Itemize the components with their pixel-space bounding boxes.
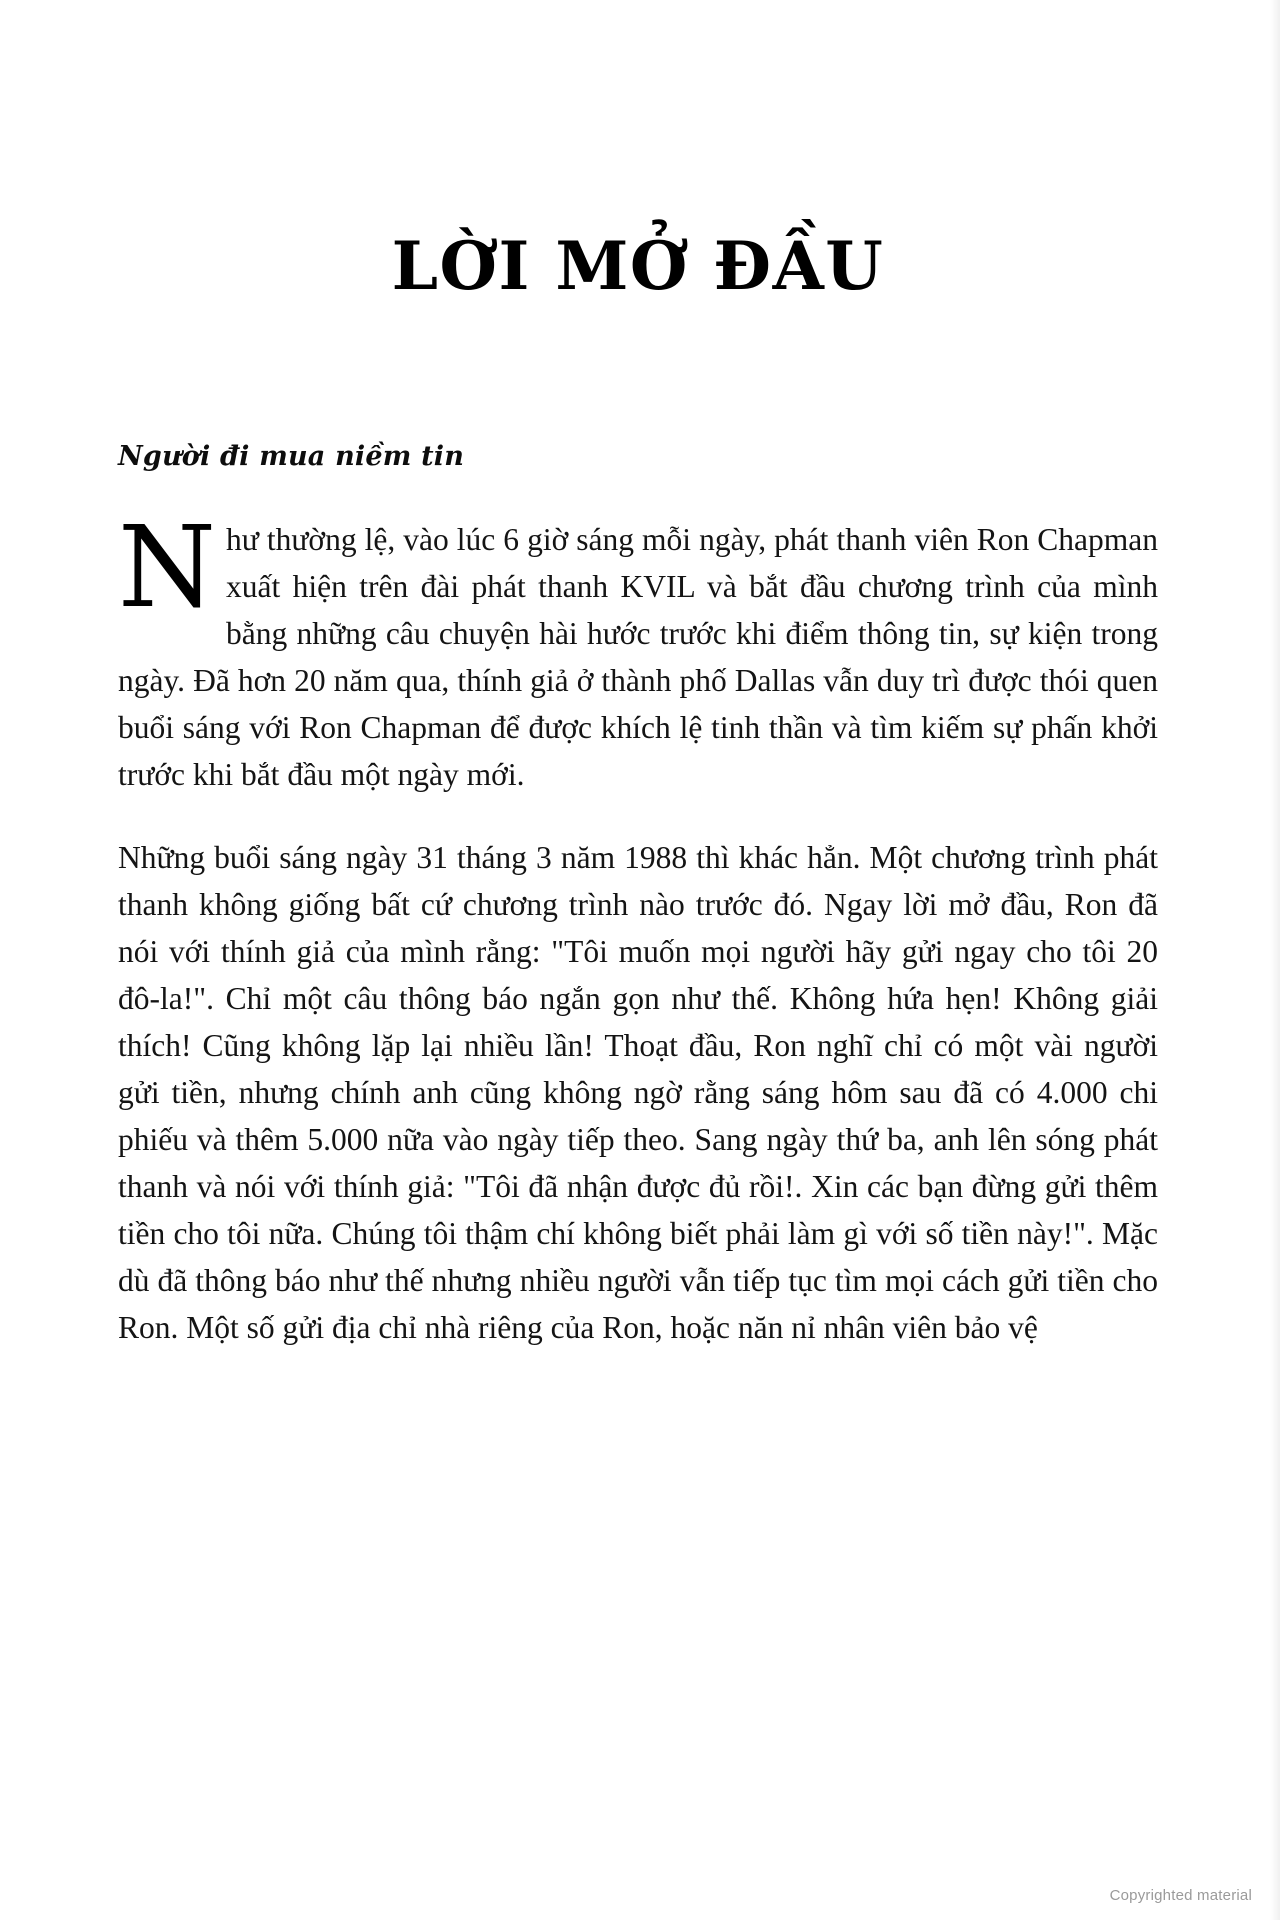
page-content xyxy=(118,0,1158,1351)
section-subtitle: Người đi mua niềm tin xyxy=(118,441,465,473)
page-edge-shadow xyxy=(1270,0,1280,1920)
body-paragraph: Như thường lệ, vào lúc 6 giờ sáng mỗi ngày, phát thanh viên Ron Chapman xuất hiện trên đài phát thanh KVIL và bắt đầu chương trình của mình bằng những câu chuyện hài hước trước khi điểm thông tin, sự kiện trong ngày. Đã hơn 20 năm qua, thính giả ở thành phố Dallas vẫn duy trì được thói quen buổi sáng với Ron Chapman để được khích lệ tinh thần và tìm kiếm sự phấn khởi trước khi bắt đầu một ngày mới. xyxy=(118,503,1158,793)
body-paragraph: Những buổi sáng ngày 31 tháng 3 năm 1988 thì khác hẳn. Một chương trình phát thanh không giống bất cứ chương trình nào trước đó. Ngay lời mở đầu, Ron đã nói với thính giả của mình rằng: "Tôi muốn mọi người hãy gửi ngay cho tôi 20 đô-la!". Chỉ một câu thông báo ngắn gọn như thế. Không hứa hẹn! Không giải thích! Cũng không lặp lại nhiều lần! Thoạt đầu, Ron nghĩ chỉ có một vài người gửi tiền, nhưng chính anh cũng không ngờ rằng sáng hôm sau đã có 4.000 chi phiếu và thêm 5.000 nữa vào ngày tiếp theo. Sang ngày thứ ba, anh lên sóng phát thanh và nói với thính giả: "Tôi đã nhận được đủ rồi!. Xin các bạn đừng gửi thêm tiền cho tôi nữa. Chúng tôi thậm chí không biết phải làm gì với số tiền này!". Mặc dù đã thông báo như thế nhưng nhiều người vẫn tiếp tục tìm mọi cách gửi tiền cho Ron. Một số gửi địa chỉ nhà riêng của Ron, hoặc năn nỉ nhân viên bảo vệ xyxy=(118,840,1158,1346)
page-title: LỜI MỞ ĐẦU xyxy=(391,227,885,305)
copyright-note: Copyrighted material xyxy=(1109,1887,1252,1904)
